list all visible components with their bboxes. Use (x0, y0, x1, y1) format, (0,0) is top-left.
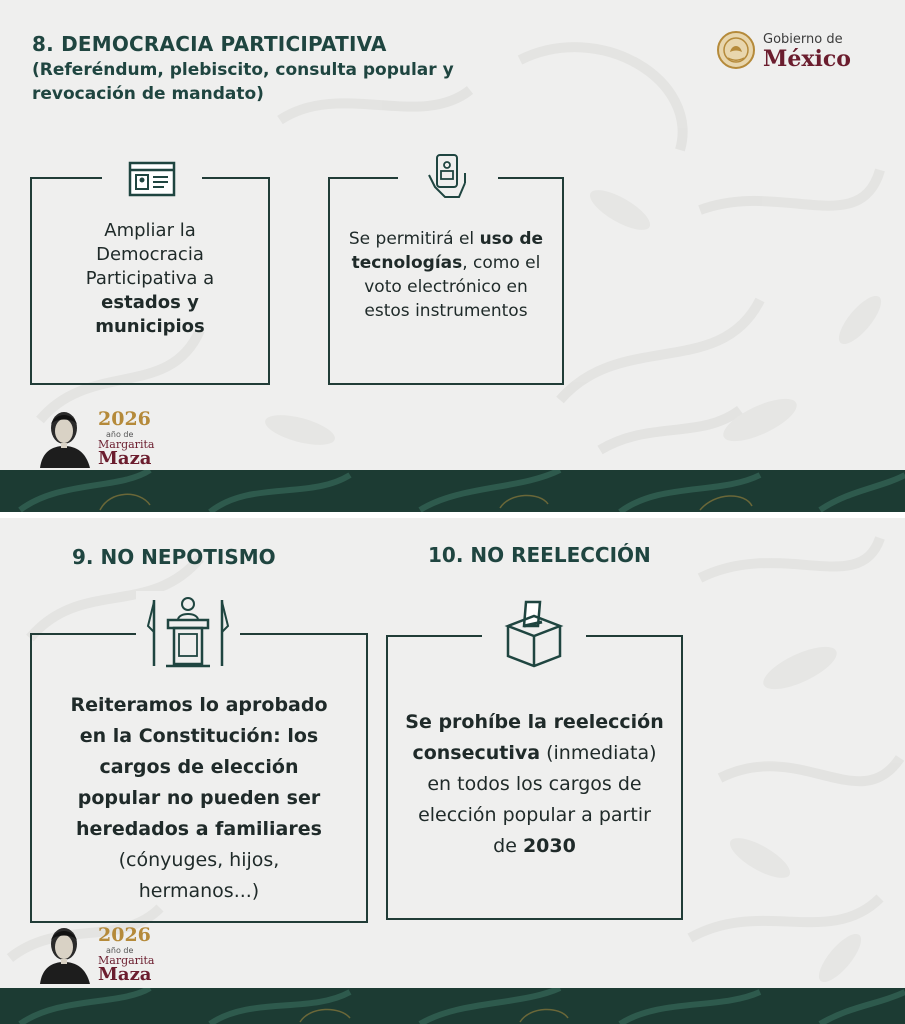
ballot-box-icon (498, 598, 570, 670)
section-title-reeleccion: 10. NO REELECCIÓN (428, 543, 651, 567)
logo-text-gobierno: Gobierno de (763, 32, 843, 47)
info-box-ampliar (30, 177, 270, 385)
podium-flags-icon (146, 594, 230, 670)
badge-name-first: Margarita (98, 954, 155, 967)
badge-name-last: Maza (98, 964, 152, 985)
hand-phone-icon (425, 153, 471, 201)
badge-small-text: año de (106, 946, 134, 955)
margarita-maza-badge (32, 406, 162, 468)
badge-year: 2026 (98, 408, 151, 430)
id-card-icon (128, 161, 176, 197)
margarita-maza-badge (32, 922, 162, 984)
portrait-icon (32, 922, 96, 984)
portrait-icon (32, 406, 96, 468)
section-title: 8. DEMOCRACIA PARTICIPATIVA (32, 32, 387, 56)
badge-year: 2026 (98, 924, 151, 946)
info-box-reeleccion (386, 635, 683, 920)
box-text: Se prohíbe la reelección consecutiva (inmediata) en todos los cargos de elección popular a partir de 2030 (405, 711, 664, 857)
footer-band (0, 470, 905, 512)
box-text: Reiteramos lo aprobado en la Constitución: los cargos de elección popular no pueden ser heredados a familiares (cónyuges, hijos, hermanos...) (70, 694, 328, 902)
slide-nepotismo-reeleccion (0, 518, 905, 1024)
band-pattern (0, 470, 905, 512)
badge-name-last: Maza (98, 448, 152, 469)
section-title-nepotismo: 9. NO NEPOTISMO (72, 545, 276, 569)
footer-band (0, 988, 905, 1024)
badge-small-text: año de (106, 430, 134, 439)
box-text: Se permitirá el uso de tecnologías, como el voto electrónico en estos instrumentos (348, 229, 544, 321)
logo-text-mexico: México (763, 46, 851, 72)
badge-name-first: Margarita (98, 438, 155, 451)
box-text: Ampliar la Democracia Participativa a estados y municipios (85, 220, 215, 337)
national-seal-icon (716, 30, 756, 70)
band-pattern (0, 988, 905, 1024)
info-box-tecnologias (328, 177, 564, 385)
gobierno-de-mexico-logo (716, 28, 876, 72)
section-subtitle: (Referéndum, plebiscito, consulta popular y revocación de mandato) (32, 60, 454, 104)
info-box-nepotismo (30, 633, 368, 923)
